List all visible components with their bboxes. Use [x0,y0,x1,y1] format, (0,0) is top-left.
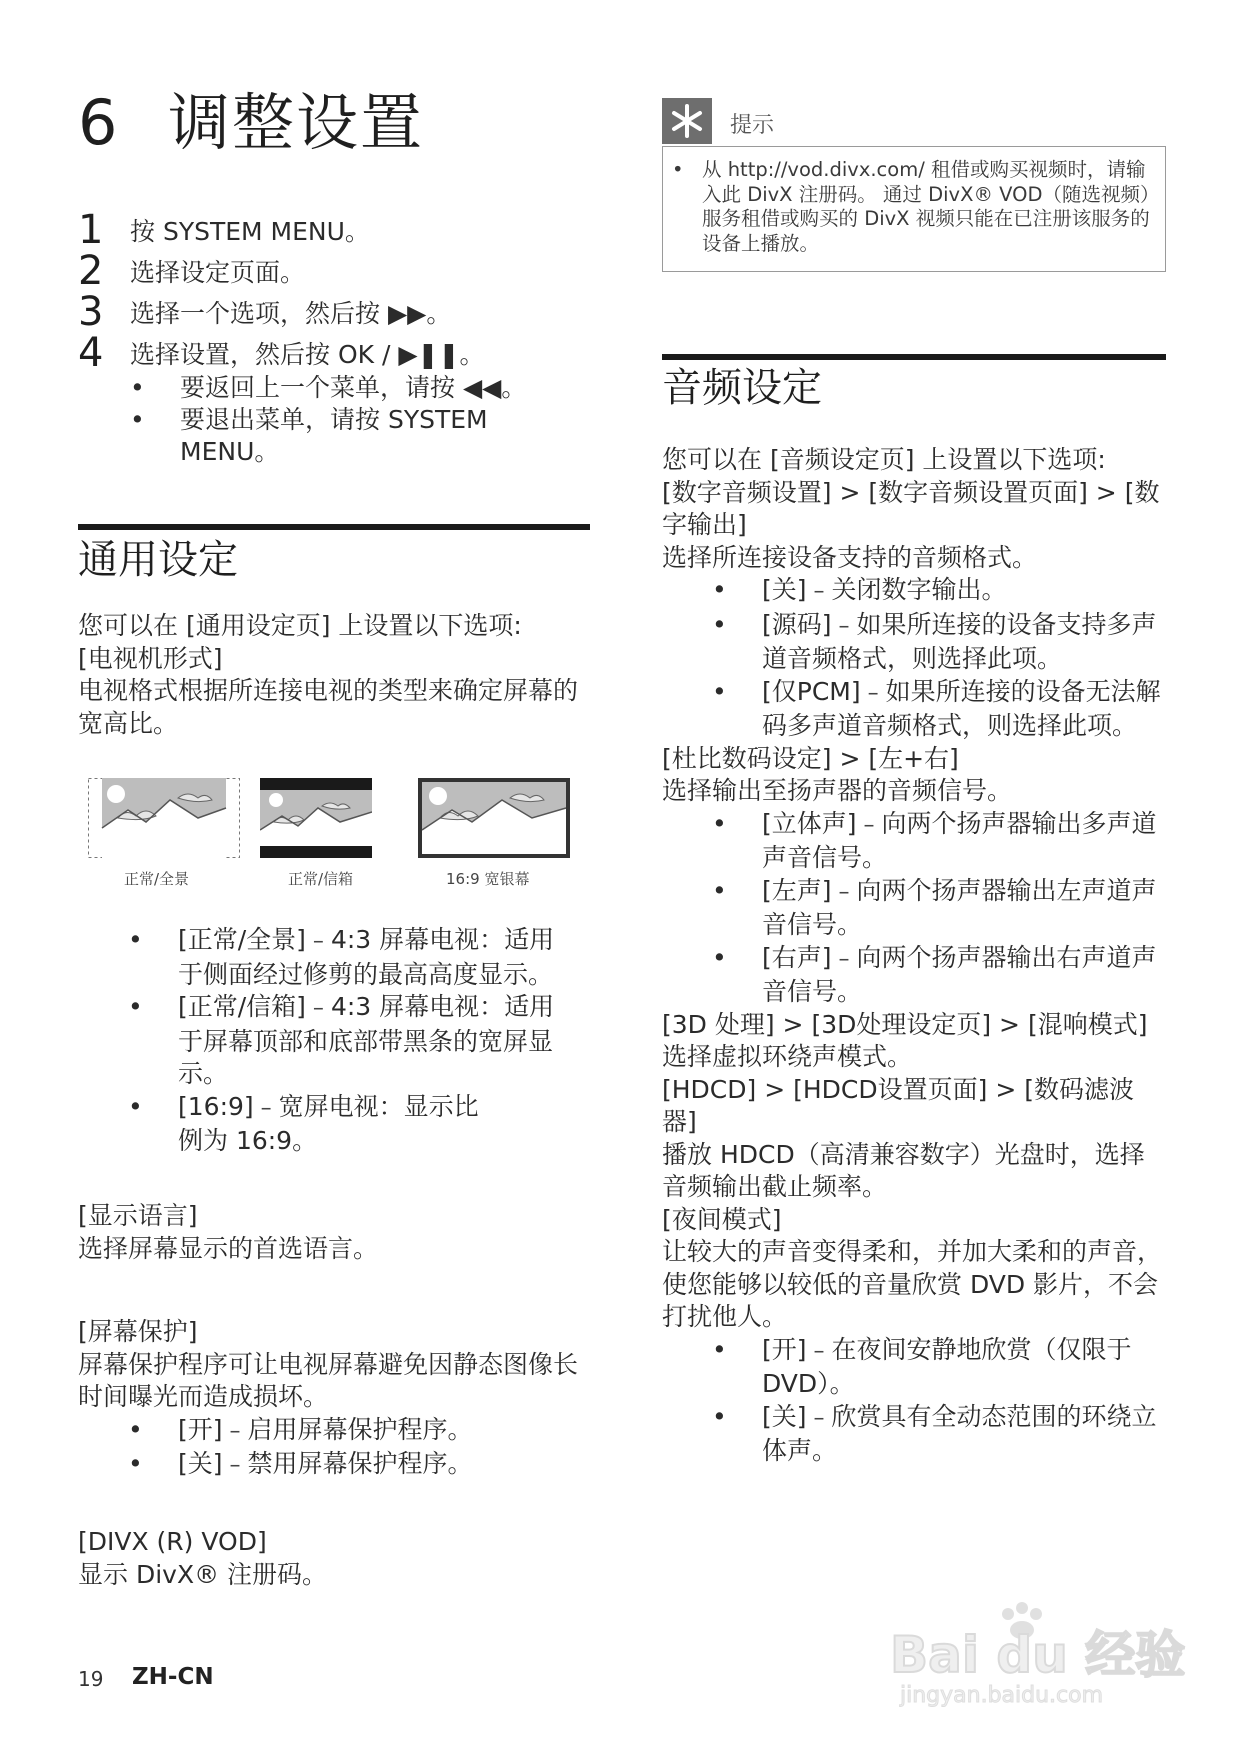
bullet-icon: • [128,992,143,1021]
dolby-heading: [杜比数码设定] > [左+右] [662,743,959,773]
osd-lang-desc: 选择屏幕显示的首选语言。 [78,1233,379,1263]
option-text: [正常/全景] – 4:3 屏幕电视：适用于侧面经过修剪的最高高度显示。 [178,925,555,989]
bullet-icon: • [712,575,727,604]
list-item [128,924,568,991]
general-intro: 您可以在 [通用设定页] 上设置以下选项: [78,611,522,640]
asterisk-icon [662,98,712,144]
option-text: [16:9] – 宽屏电视：显示比例为 16:9。 [178,1091,479,1155]
list-item [712,942,1166,1009]
bullet-icon: • [712,808,727,838]
option-text: [关] – 关闭数字输出。 [762,575,1007,604]
caption-letterbox: 正常/信箱 [288,870,354,888]
option-text: [开] – 在夜间安静地欣赏（仅限于 DVD）。 [762,1334,1132,1398]
divx-heading: [DIVX (R) VOD] [78,1527,267,1556]
tv-format-illustrations [78,774,592,894]
step-text: 选择设置，然后按 OK / ▶❚❚。 [130,340,485,369]
bullet-icon: • [712,676,727,706]
list-item [712,574,1166,609]
page-number: 19 [78,1667,104,1691]
tv-format-desc: 电视格式根据所连接电视的类型来确定屏幕的宽高比。 [78,676,579,738]
night-heading: [夜间模式] [662,1204,782,1234]
tv-panscan-image [88,778,240,858]
digital-heading: [数字音频设置] > [数字音频设置页面] > [数字输出] [662,477,1160,539]
step-item [78,330,598,376]
option-text: [仅PCM] – 如果所连接的设备无法解码多声道音频格式，则选择此项。 [762,676,1161,740]
option-text: [开] – 启用屏幕保护程序。 [178,1414,473,1444]
section-rule [662,354,1166,360]
bullet-icon: • [672,158,684,181]
tv-widescreen-image [418,778,570,858]
processing-desc: 选择虚拟环绕声模式。 [662,1042,913,1071]
step-text: 选择一个选项，然后按 ▶▶。 [130,299,452,328]
list-item [130,404,530,468]
bullet-icon: • [712,1401,727,1431]
audio-intro: 您可以在 [音频设定页] 上设置以下选项: [662,445,1106,474]
audio-content [662,444,1166,1468]
caption-panscan: 正常/全景 [124,870,190,888]
osd-lang-heading: [显示语言] [78,1201,198,1230]
list-item [712,808,1166,875]
processing-heading: [3D 处理] > [3D处理设定页] > [混响模式] [662,1009,1148,1039]
section-title-audio: 音频设定 [662,365,822,411]
bullet-text: 要返回上一个菜单，请按 ◀◀。 [180,373,527,402]
list-item [712,1334,1166,1401]
tip-text [672,158,1160,256]
night-desc: 让较大的声音变得柔和，并加大柔和的声音，使您能够以较低的音量欣赏 DVD 影片，不会打扰他人。 [662,1237,1163,1331]
screen-saver-desc: 屏幕保护程序可让电视屏幕避免因静态图像长时间曝光而造成损坏。 [78,1349,579,1411]
option-text: [左声] – 向两个扬声器输出左声道声音信号。 [762,875,1157,939]
option-text: [关] – 欣赏具有全动态范围的环绕立体声。 [762,1401,1157,1465]
tip-body: 从 http://vod.divx.com/ 租借或购买视频时，请输入此 DivX 注册码。 通过 DivX® VOD（随选视频）服务租借或购买的 DivX 视频只能在已注册该服务的设备上播放。 [702,158,1160,255]
bullet-icon: • [130,405,145,434]
bullet-icon: • [712,875,727,905]
step-item [78,289,598,335]
step-text: 选择设定页面。 [130,258,306,287]
screen-saver-heading: [屏幕保护] [78,1317,198,1346]
step-number: 2 [78,248,104,294]
step-text: 按 SYSTEM MENU。 [130,217,370,246]
step-number: 3 [78,289,104,335]
steps-list [78,207,598,468]
watermark-brand: Bai du 经验 [890,1626,1186,1684]
general-intro-block [78,610,590,740]
language-code: ZH-CN [132,1664,214,1690]
watermark-url: jingyan.baidu.com [900,1683,1104,1708]
night-options [712,1334,1166,1468]
list-item [128,1448,590,1483]
bullet-icon: • [712,1334,727,1364]
bullet-text: 要退出菜单，请按 SYSTEM MENU。 [180,405,488,466]
list-item [128,991,568,1091]
dolby-desc: 选择输出至扬声器的音频信号。 [662,776,1013,805]
list-item [128,1091,498,1158]
tv-letterbox-image [260,778,372,858]
bullet-icon: • [128,1449,143,1478]
tv-format-heading: [电视机形式] [78,643,223,673]
list-item [130,372,598,404]
bullet-icon: • [128,1091,143,1121]
chapter-number: 6 [78,86,118,159]
dolby-options [712,808,1166,1009]
option-text: [正常/信箱] – 4:3 屏幕电视：适用于屏幕顶部和底部带黑条的宽屏显示。 [178,992,555,1088]
hdcd-heading: [HDCD] > [HDCD设置页面] > [数码滤波器] [662,1074,1134,1136]
list-item [712,1401,1166,1468]
option-text: [源码] – 如果所连接的设备支持多声道音频格式，则选择此项。 [762,609,1157,673]
tip-icon [662,98,712,144]
bullet-icon: • [712,609,727,639]
step-number: 1 [78,207,104,253]
divx-desc: 显示 DivX® 注册码。 [78,1559,328,1589]
step-sub-bullets [130,372,598,468]
step-item [78,207,598,253]
option-text: [右声] – 向两个扬声器输出右声道声音信号。 [762,942,1157,1006]
screen-saver-block [78,1316,590,1483]
tip-label: 提示 [730,113,775,138]
chapter-title: 调整设置 [168,86,425,159]
osd-lang-block [78,1200,590,1265]
step-number: 4 [78,330,104,376]
bullet-icon: • [128,925,143,954]
list-item [128,1414,590,1449]
section-rule [78,524,590,530]
screen-saver-options [128,1414,590,1483]
divx-block [78,1526,590,1591]
digital-desc: 选择所连接设备支持的音频格式。 [662,542,1038,572]
bullet-icon: • [712,942,727,972]
caption-widescreen: 16:9 宽银幕 [446,870,530,888]
option-text: [关] – 禁用屏幕保护程序。 [178,1449,473,1478]
section-title-general: 通用设定 [78,537,238,583]
bullet-icon: • [130,373,145,402]
hdcd-desc: 播放 HDCD（高清兼容数字）光盘时，选择音频输出截止频率。 [662,1139,1145,1201]
tv-format-options [128,924,568,1158]
list-item [712,609,1166,676]
list-item [712,676,1166,743]
option-text: [立体声] – 向两个扬声器输出多声道声音信号。 [762,808,1157,872]
baidu-watermark [880,1600,1200,1710]
step-item [78,248,598,294]
bullet-icon: • [128,1414,143,1444]
list-item [712,875,1166,942]
digital-options [712,574,1166,743]
